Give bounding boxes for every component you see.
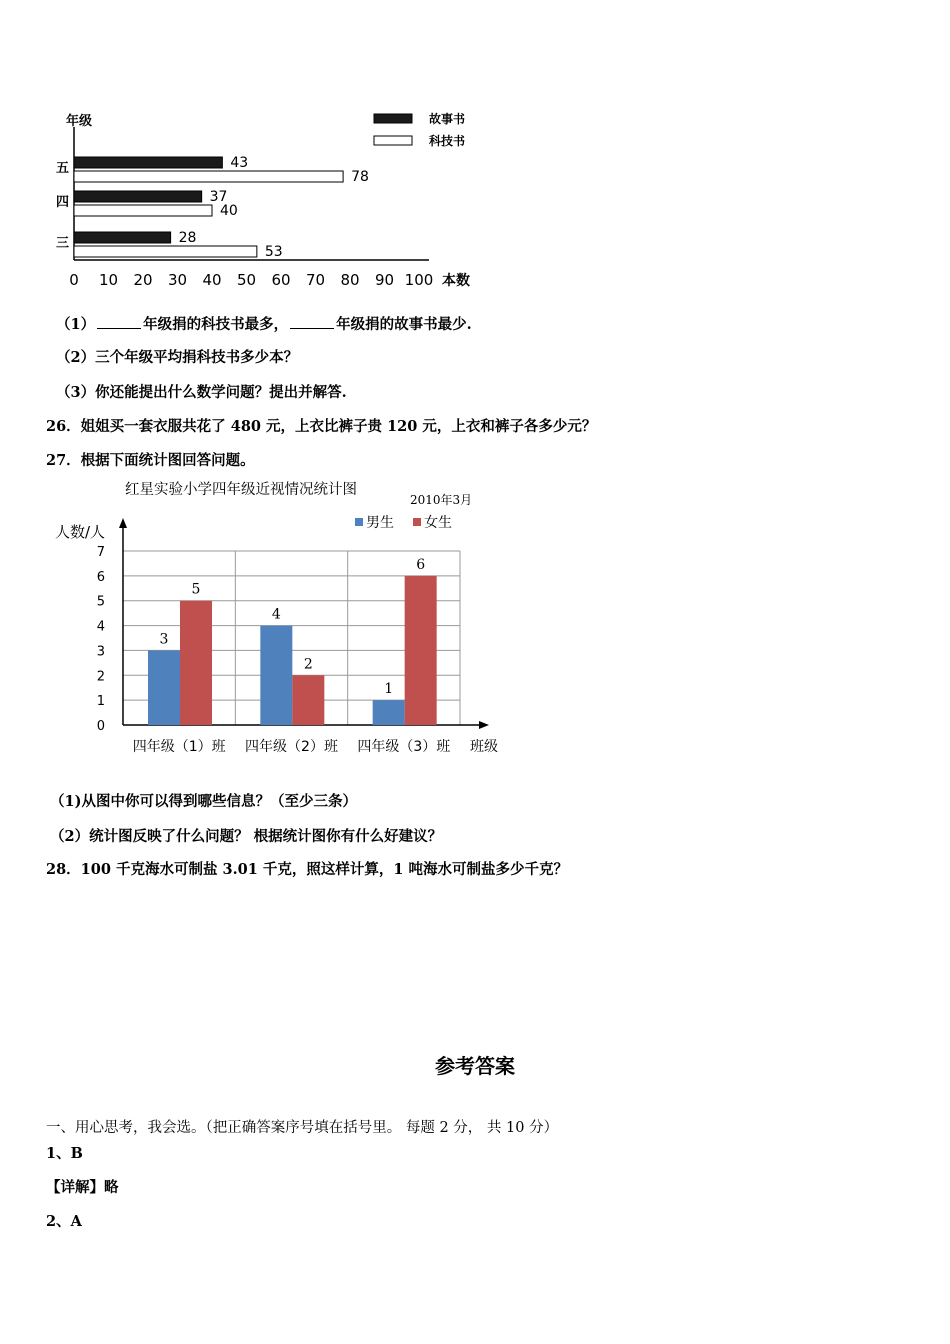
c2-y-tick: 0 (96, 719, 105, 734)
q25-part1-num: （1） (56, 316, 96, 333)
c1-x-tick: 20 (133, 271, 153, 289)
c2-bar (148, 650, 180, 725)
answer-1-detail: 【详解】略 (46, 1179, 119, 1196)
c1-legend-swatch (374, 136, 412, 145)
c2-bar (180, 601, 212, 725)
c2-y-tick: 3 (96, 644, 105, 660)
q25-part1 (56, 313, 472, 334)
c2-y-tick: 5 (96, 594, 105, 610)
c1-data-label: 40 (220, 203, 238, 219)
c1-bar (74, 205, 212, 216)
q25-part2: （2）三个年级平均捐科技书多少本？ (56, 349, 299, 366)
c2-y-tick: 2 (96, 669, 105, 685)
answer-blank-2[interactable] (290, 316, 334, 329)
book-donation-chart (44, 105, 504, 295)
c2-y-tick: 1 (96, 694, 105, 710)
c2-data-label: 4 (271, 606, 281, 623)
c2-legend-label: 男生 (366, 515, 394, 531)
c1-x-tick: 90 (374, 271, 395, 289)
c1-x-tick: 10 (98, 271, 119, 289)
c2-legend-swatch (413, 518, 421, 526)
c2-category-label: 四年级（3）班 (357, 739, 451, 755)
c1-x-tick: 100 (404, 271, 434, 289)
q27-part1: （1)从图中你可以得到哪些信息？（至少三条） (50, 793, 357, 810)
answer-1: 1、B (46, 1145, 83, 1162)
c1-x-label: 本数 (442, 273, 470, 289)
c2-data-label: 3 (159, 631, 169, 648)
c1-x-tick: 40 (202, 271, 222, 289)
c1-legend-label: 故事书 (429, 112, 466, 126)
c2-x-label: 班级 (470, 739, 498, 755)
c1-category-label: 四 (56, 195, 70, 210)
myopia-chart (55, 478, 515, 768)
c2-y-label: 人数/人 (55, 523, 106, 541)
c2-legend-label: 女生 (424, 515, 452, 531)
answers-title: 参考答案 (435, 1054, 515, 1078)
c2-bar (405, 576, 437, 725)
q25-part1-text-b: 年级捐的故事书最少. (336, 316, 472, 333)
c2-y-tick: 4 (96, 619, 105, 635)
c2-category-label: 四年级（2）班 (245, 739, 338, 755)
c1-x-tick: 30 (167, 271, 188, 289)
c1-x-tick: 0 (69, 271, 79, 289)
c1-legend-swatch (374, 114, 412, 123)
c1-bar (74, 246, 257, 257)
c1-data-label: 53 (264, 244, 283, 260)
question-27-stem: 27．根据下面统计图回答问题。 (46, 452, 255, 469)
c1-x-tick: 50 (236, 271, 257, 289)
c1-data-label: 78 (351, 169, 369, 185)
c2-subtitle: 2010年3月 (410, 493, 473, 507)
c2-title: 红星实验小学四年级近视情况统计图 (125, 482, 357, 498)
c1-data-label: 43 (230, 155, 249, 171)
c1-legend-label: 科技书 (429, 134, 466, 148)
question-26: 26．姐姐买一套衣服共花了 480 元，上衣比裤子贵 120 元，上衣和裤子各多少元？ (46, 418, 597, 435)
c2-y-tick: 7 (96, 545, 105, 560)
c1-bar (74, 232, 171, 243)
c1-data-label: 37 (209, 189, 228, 205)
c1-x-tick: 80 (340, 271, 360, 289)
c1-bar (74, 191, 202, 202)
c2-legend-swatch (355, 518, 363, 526)
c1-data-label: 28 (178, 230, 197, 246)
c1-bar (74, 157, 222, 168)
c2-data-label: 5 (191, 581, 201, 598)
c2-category-label: 四年级（1）班 (132, 739, 226, 755)
q25-part3: （3）你还能提出什么数学问题？提出并解答. (56, 384, 347, 401)
q27-part2: （2）统计图反映了什么问题？ 根据统计图你有什么好建议？ (50, 828, 443, 845)
c1-category-label: 五 (56, 161, 70, 176)
c2-data-label: 1 (384, 681, 394, 698)
q25-part1-text-a: 年级捐的科技书最多， (143, 316, 289, 333)
c2-x-arrow (479, 721, 489, 729)
c2-y-tick: 6 (96, 569, 105, 585)
c1-category-label: 三 (56, 236, 70, 251)
c2-bar (373, 700, 405, 725)
answer-2: 2、A (46, 1213, 82, 1230)
c1-x-tick: 60 (271, 271, 291, 289)
c2-bar (260, 626, 292, 725)
c1-y-label: 年级 (66, 114, 93, 129)
c2-data-label: 6 (416, 556, 426, 573)
c2-y-arrow (119, 518, 127, 528)
c2-bar (292, 675, 324, 725)
question-28: 28．100 千克海水可制盐 3.01 千克，照这样计算，1 吨海水可制盐多少千克？ (46, 861, 569, 878)
c2-data-label: 2 (303, 656, 313, 673)
answers-section-1: 一、用心思考，我会选。（把正确答案序号填在括号里。 每题 2 分， 共 10 分） (46, 1120, 559, 1136)
answer-blank-1[interactable] (97, 316, 141, 329)
c1-bar (74, 171, 343, 182)
c1-x-tick: 70 (305, 271, 326, 289)
